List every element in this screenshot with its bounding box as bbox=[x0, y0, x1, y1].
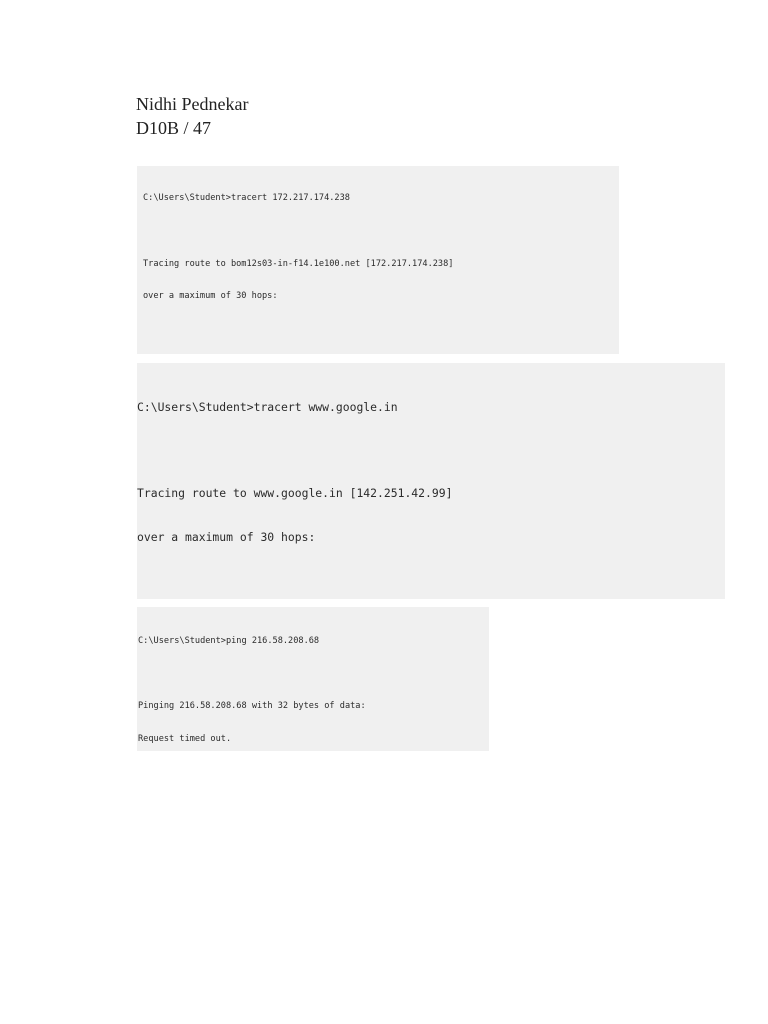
trace-header: Tracing route to bom12s03-in-f14.1e100.net [172.217.174.238] bbox=[143, 258, 454, 269]
command-line: C:\Users\Student>tracert 172.217.174.238 bbox=[143, 193, 350, 203]
blank-line bbox=[138, 668, 489, 681]
class-roll-number: D10B / 47 bbox=[136, 118, 212, 138]
ping-header: Pinging 216.58.208.68 with 32 bytes of data: bbox=[138, 701, 366, 712]
student-name: Nidhi Pednekar bbox=[136, 94, 249, 114]
blank-line bbox=[137, 443, 725, 458]
blank-line bbox=[137, 573, 725, 588]
trace-header: Tracing route to www.google.in [142.251.42.99] bbox=[137, 486, 453, 501]
command-line: C:\Users\Student>tracert www.google.in bbox=[137, 400, 398, 414]
ping-reply: Request timed out. bbox=[138, 733, 232, 744]
tracert-hostname-screenshot bbox=[137, 363, 725, 599]
blank-line bbox=[143, 225, 619, 238]
blank-line bbox=[143, 323, 619, 336]
tracert-ip-screenshot bbox=[137, 166, 619, 354]
command-line: C:\Users\Student>ping 216.58.208.68 bbox=[138, 636, 320, 646]
author-block bbox=[136, 92, 248, 140]
ping-screenshot bbox=[137, 607, 489, 751]
max-hops-line: over a maximum of 30 hops: bbox=[137, 529, 316, 544]
max-hops-line: over a maximum of 30 hops: bbox=[143, 291, 278, 302]
